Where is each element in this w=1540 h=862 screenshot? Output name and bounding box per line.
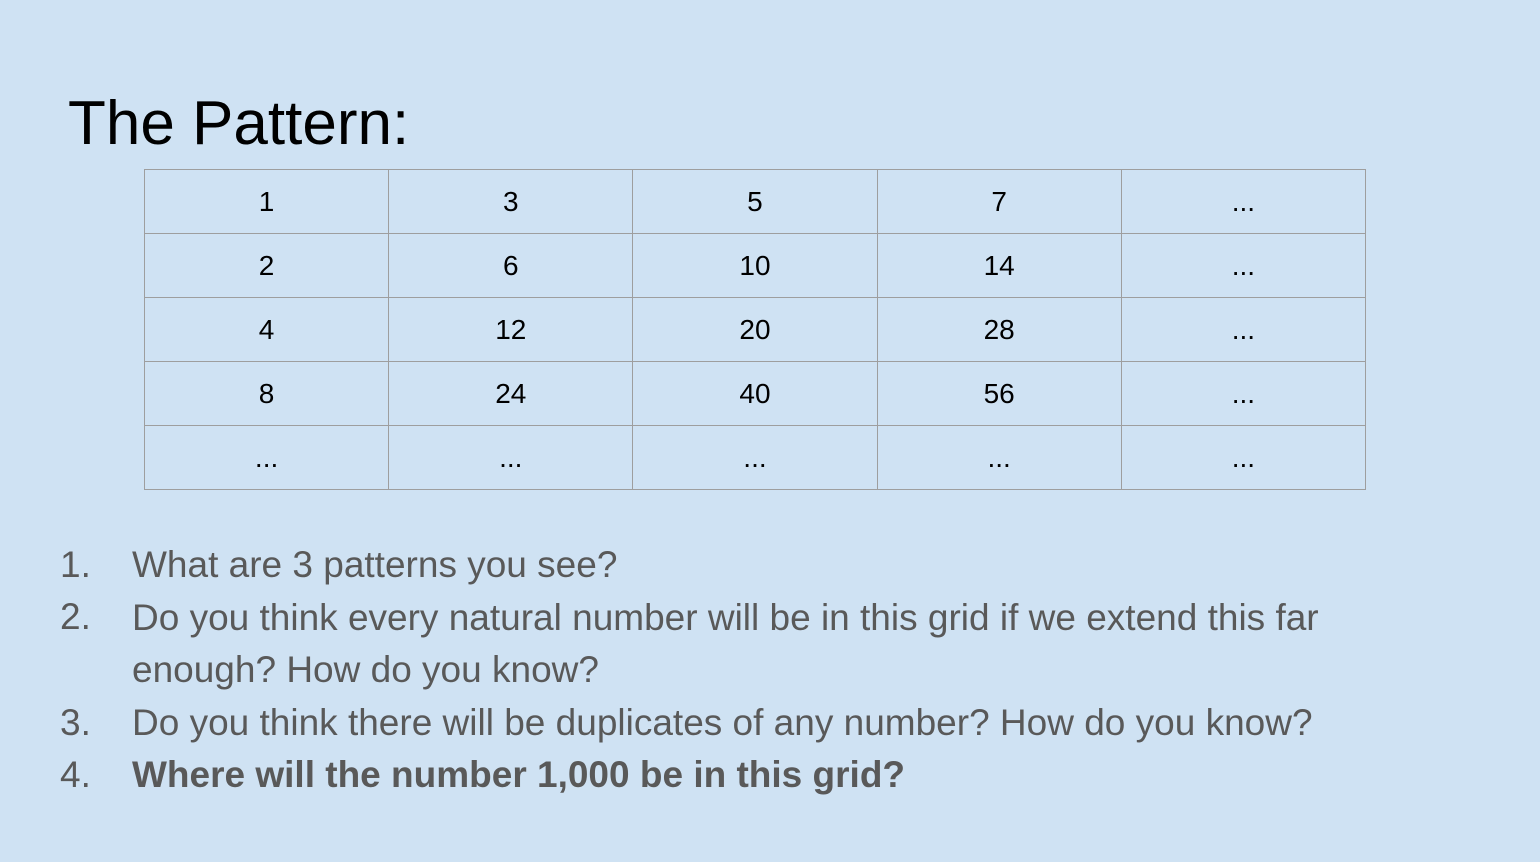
grid-cell: 14 — [877, 234, 1121, 298]
grid-cell: ... — [877, 426, 1121, 490]
grid-cell: ... — [1121, 298, 1365, 362]
question-text: Do you think there will be duplicates of any number? How do you know? — [132, 702, 1313, 743]
question-number: 4. — [60, 754, 91, 795]
question-text: What are 3 patterns you see? — [132, 544, 618, 585]
question-item — [60, 592, 1460, 696]
grid-row — [145, 426, 1366, 490]
question-text-emphasized: Where will the number 1,000 be in this grid? — [132, 754, 906, 795]
question-text: Do you think every natural number will be in this grid if we extend this far enough? How do you know? — [132, 597, 1319, 690]
grid-cell: ... — [1121, 426, 1365, 490]
grid-cell: 5 — [633, 170, 877, 234]
pattern-grid — [144, 169, 1366, 490]
grid-cell: 7 — [877, 170, 1121, 234]
grid-cell: 4 — [145, 298, 389, 362]
grid-cell: 56 — [877, 362, 1121, 426]
grid-row — [145, 234, 1366, 298]
grid-cell: 2 — [145, 234, 389, 298]
grid-cell: 12 — [389, 298, 633, 362]
grid-cell: 24 — [389, 362, 633, 426]
grid-cell: ... — [1121, 234, 1365, 298]
grid-cell: 10 — [633, 234, 877, 298]
grid-cell: 3 — [389, 170, 633, 234]
question-list — [60, 540, 1460, 802]
question-number: 2. — [60, 596, 91, 637]
grid-cell: ... — [389, 426, 633, 490]
grid-cell: 40 — [633, 362, 877, 426]
question-item — [60, 540, 1460, 590]
question-item — [60, 698, 1460, 748]
grid-cell: ... — [1121, 362, 1365, 426]
grid-row — [145, 298, 1366, 362]
grid-row — [145, 362, 1366, 426]
grid-cell: ... — [633, 426, 877, 490]
question-number: 3. — [60, 702, 91, 743]
question-number: 1. — [60, 544, 91, 585]
grid-cell: ... — [145, 426, 389, 490]
grid-cell: 1 — [145, 170, 389, 234]
grid-cell: 6 — [389, 234, 633, 298]
slide-title: The Pattern: — [68, 89, 410, 158]
grid-row — [145, 170, 1366, 234]
grid-cell: 8 — [145, 362, 389, 426]
grid-cell: 20 — [633, 298, 877, 362]
grid-cell: 28 — [877, 298, 1121, 362]
grid-cell: ... — [1121, 170, 1365, 234]
question-item — [60, 750, 1460, 800]
